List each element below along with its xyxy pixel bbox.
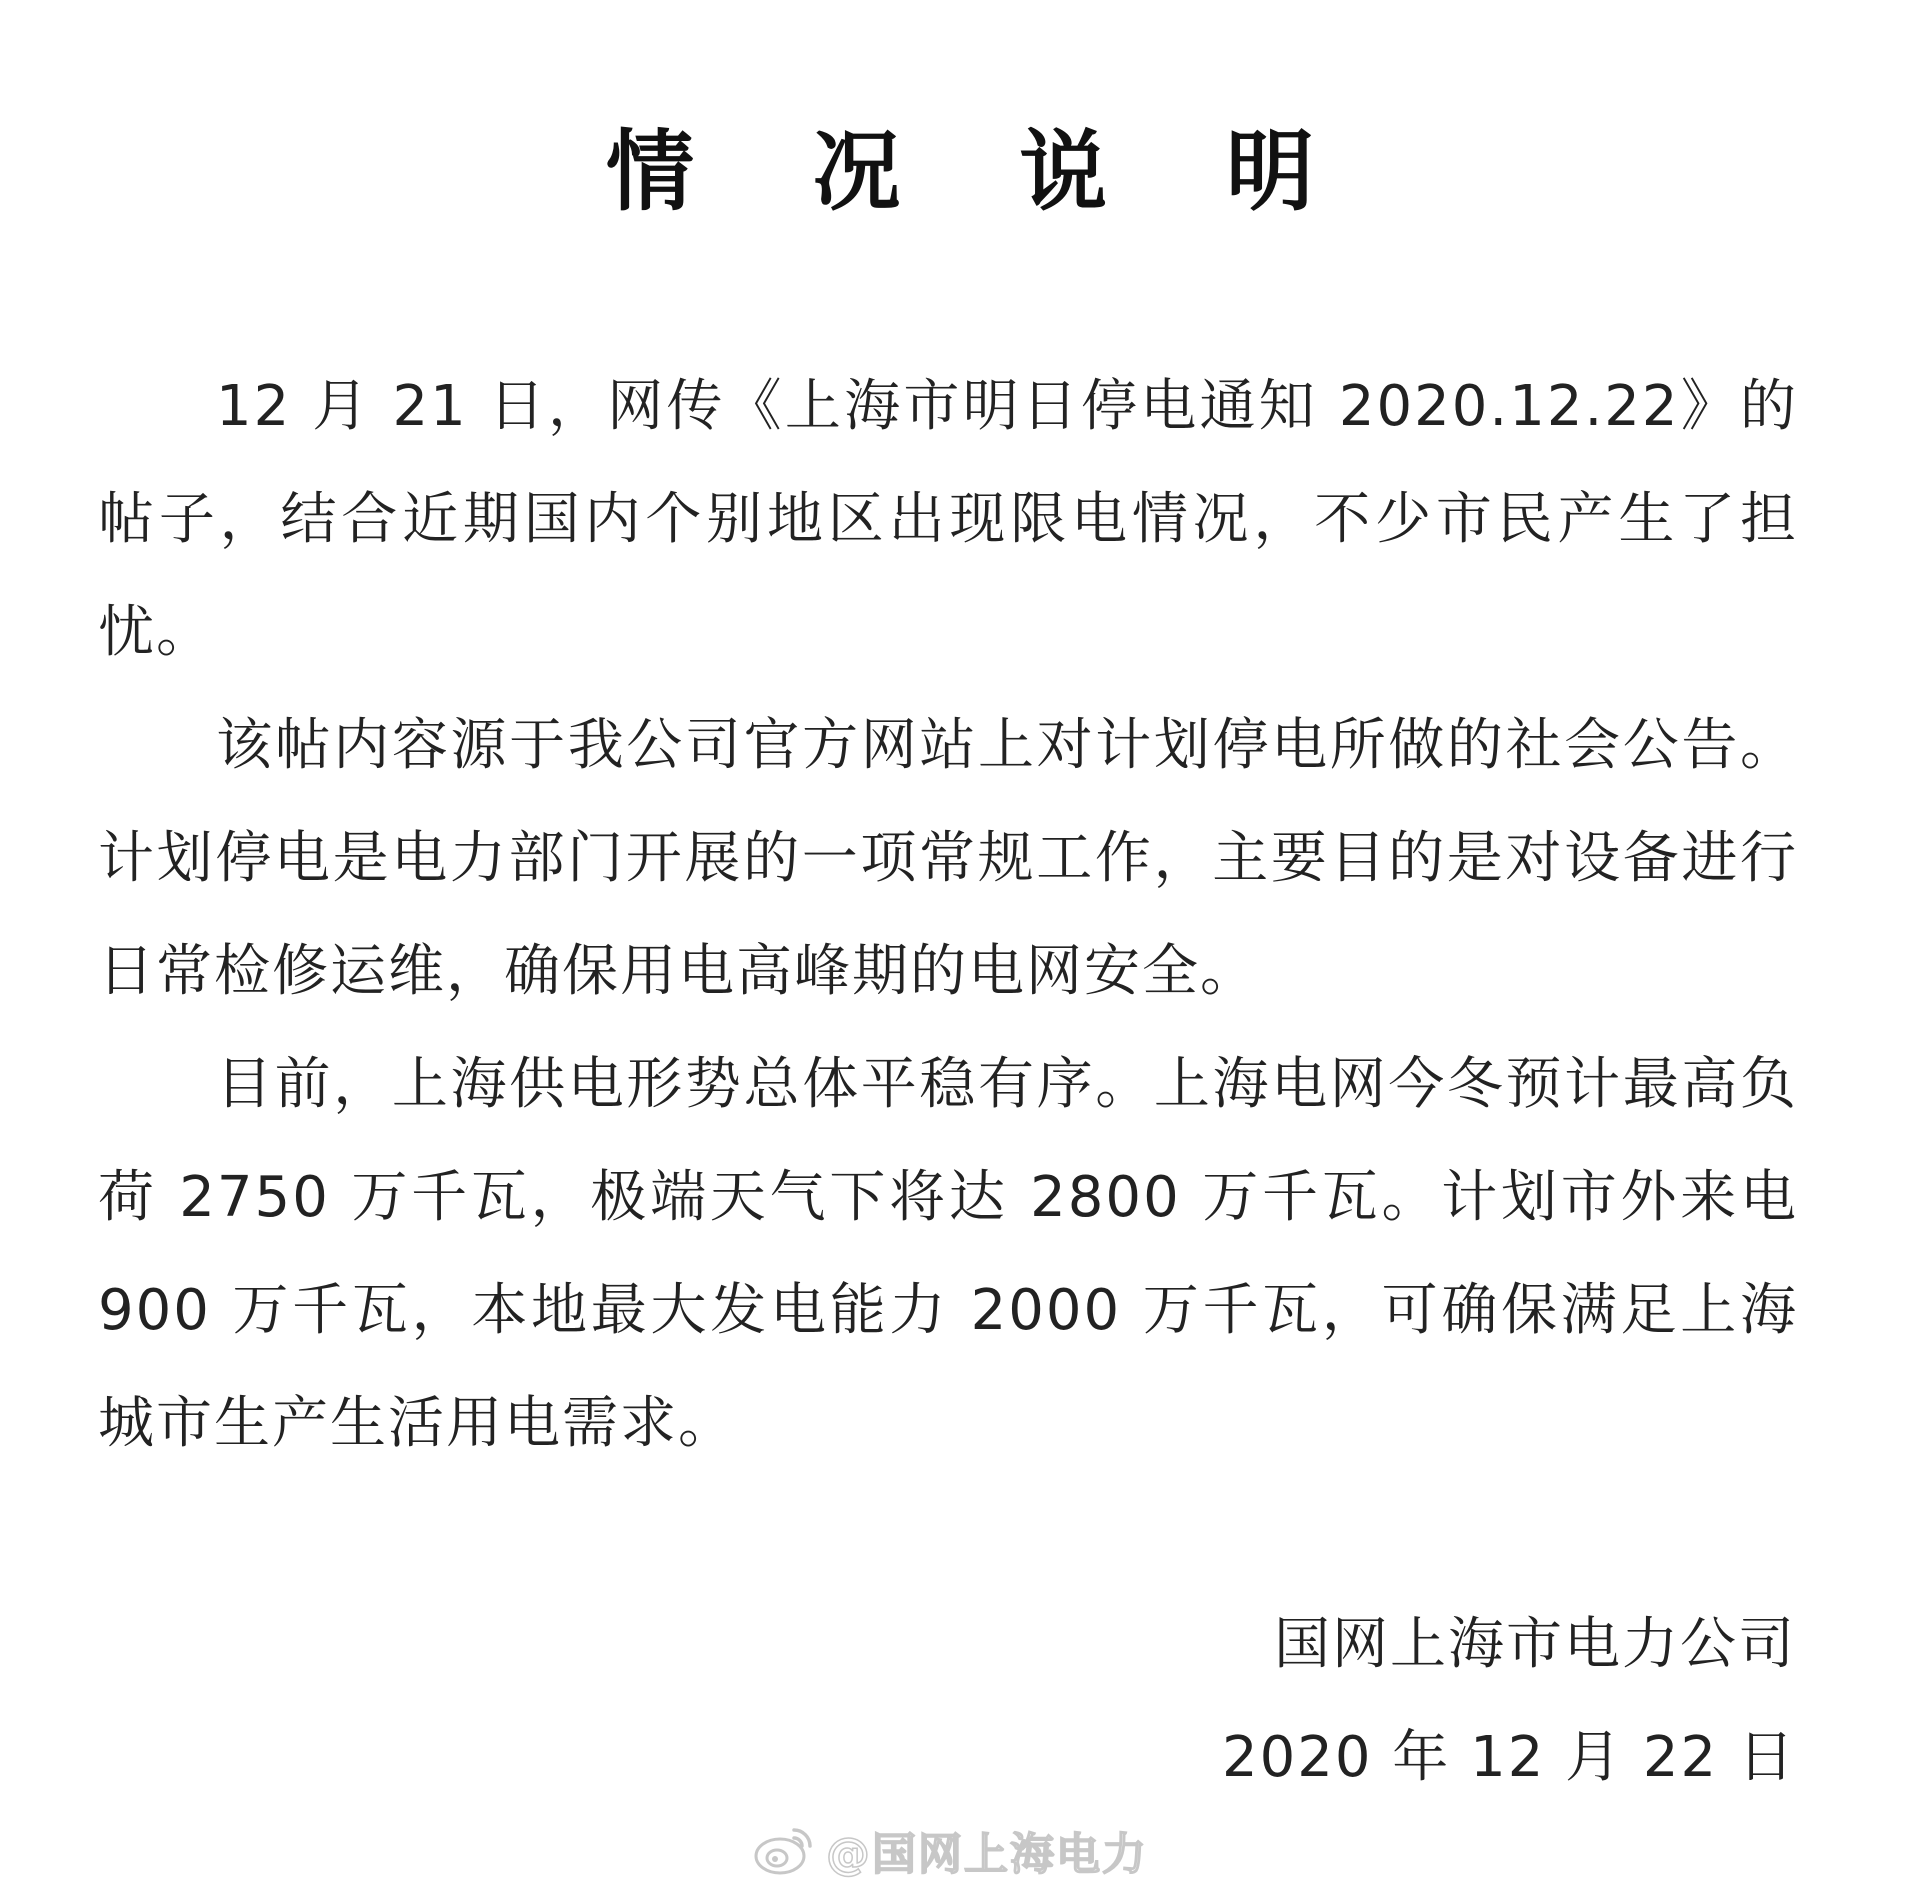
paragraph-1: 12 月 21 日，网传《上海市明日停电通知 2020.12.22》的帖子，结合近期国内个别地区出现限电情况，不少市民产生了担忧。 xyxy=(98,374,1798,665)
paragraph-3: 目前，上海供电形势总体平稳有序。上海电网今冬预计最高负荷 2750 万千瓦，极端天气下将达 2800 万千瓦。计划市外来电 900 万千瓦，本地最大发电能力 2000 万千瓦，可确保满足上海城市生产生活用电需求。 xyxy=(98,1052,1798,1456)
document-body xyxy=(98,350,1798,1480)
signature-block xyxy=(1222,1588,1796,1814)
paragraph-2: 该帖内容源于我公司官方网站上对计划停电所做的社会公告。计划停电是电力部门开展的一项常规工作，主要目的是对设备进行日常检修运维，确保用电高峰期的电网安全。 xyxy=(98,713,1798,1004)
weibo-icon xyxy=(752,1822,816,1878)
watermark-text: @国网上海电力 xyxy=(826,1829,1148,1880)
document-title: 情 况 说 明 xyxy=(606,120,1358,223)
signature-date: 2020 年 12 月 22 日 xyxy=(1221,1725,1796,1790)
watermark xyxy=(752,1818,1148,1882)
signature-organization: 国网上海市电力公司 xyxy=(1274,1612,1796,1677)
